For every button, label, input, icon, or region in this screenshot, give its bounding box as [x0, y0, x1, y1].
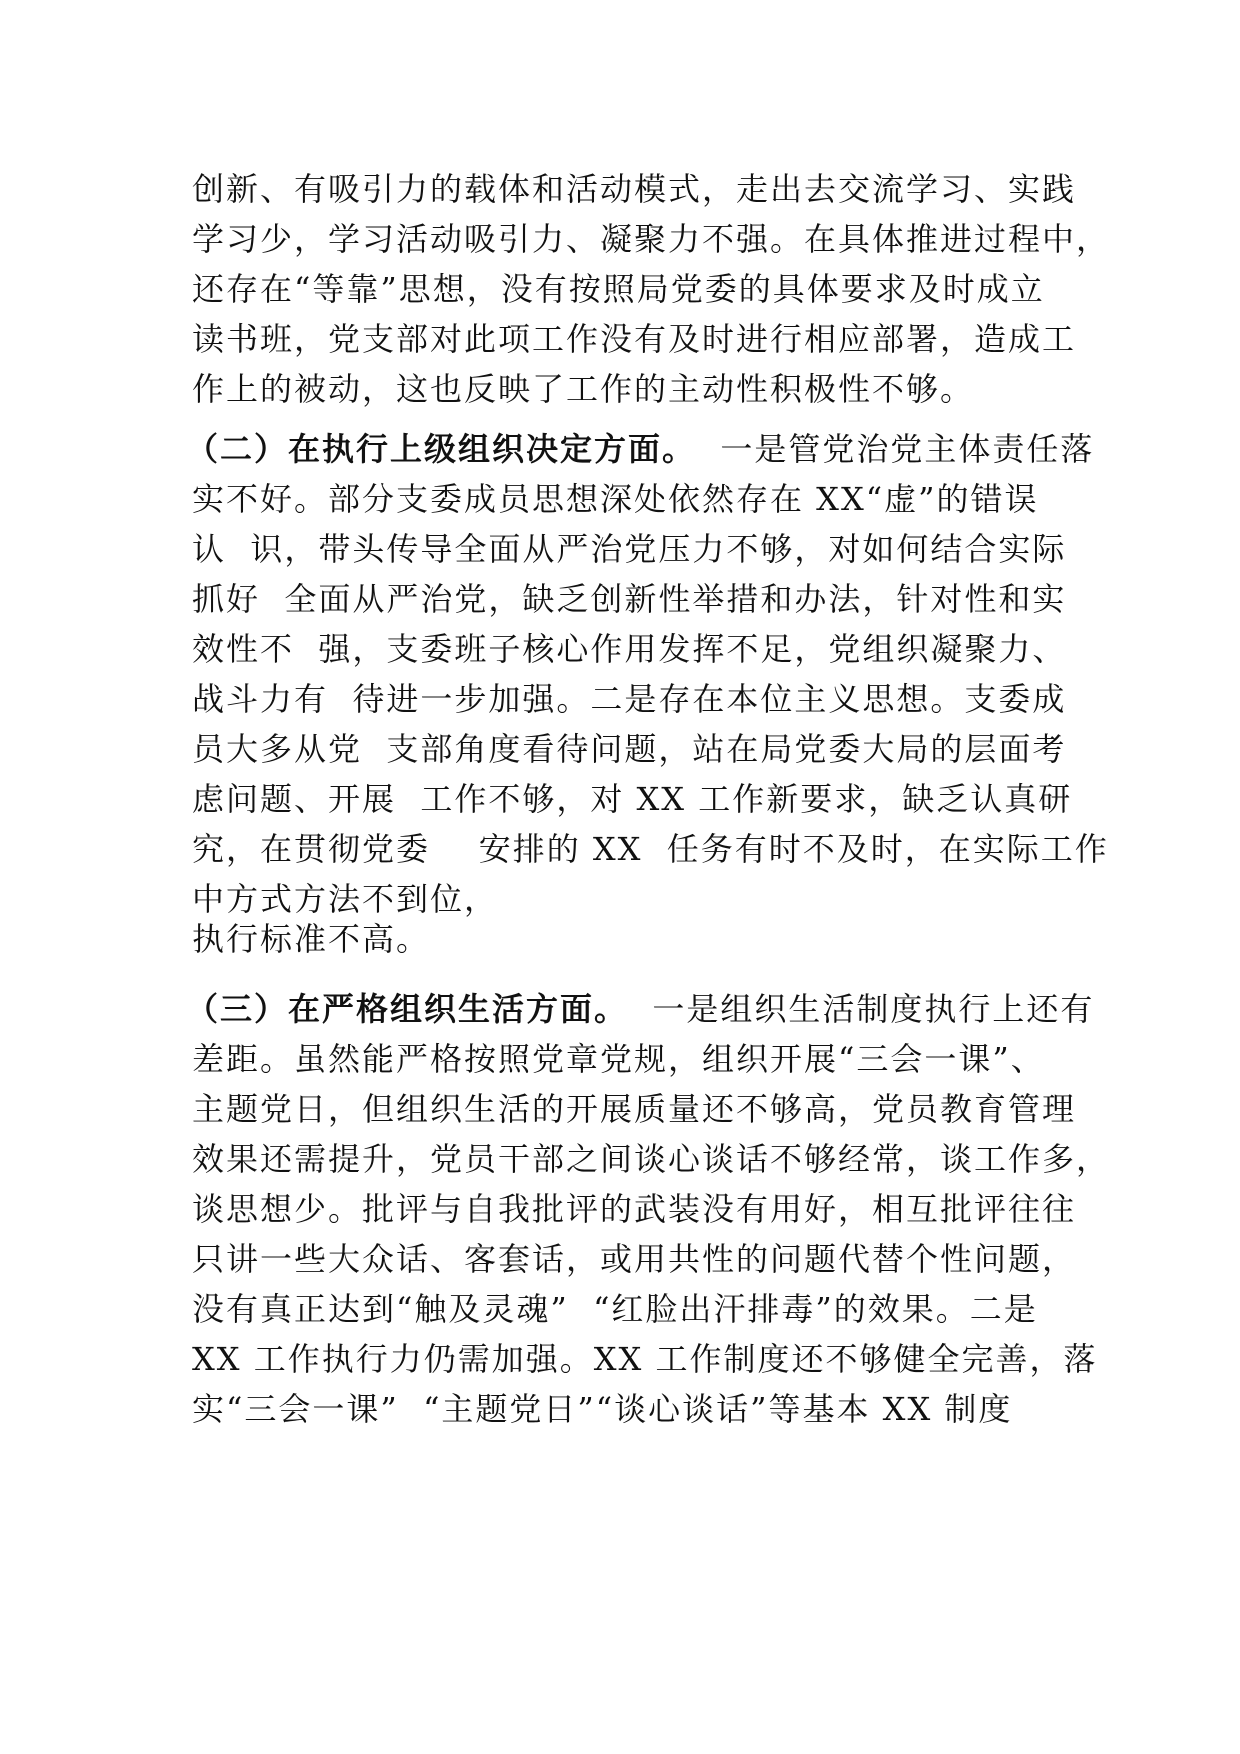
paragraph-3-line-3: 主题党日，但组织生活的开展质量还不够高，党员教育管理 — [192, 1090, 1077, 1128]
paragraph-3-first-line — [186, 984, 1094, 1034]
paragraph-2-line-9: 究，在贯彻党委 安排的 XX 任务有时不及时，在实际工作 — [192, 830, 1109, 868]
paragraph-2-line-2: 实不好。部分支委成员思想深处依然存在 XX“虚”的错误 — [192, 480, 1039, 518]
paragraph-3-first-line-text: 一是组织生活制度执行上还有 — [628, 990, 1095, 1028]
section-heading-3: （三）在严格组织生活方面。 — [186, 990, 629, 1028]
paragraph-2-first-line-text: 一是管党治党主体责任落 — [696, 430, 1095, 468]
paragraph-2-line-10: 中方式方法不到位， — [192, 880, 499, 918]
paragraph-1-line-2: 学习少，学习活动吸引力、凝聚力不强。在具体推进过程中， — [192, 220, 1111, 258]
paragraph-3-line-5: 谈思想少。批评与自我批评的武装没有用好，相互批评往往 — [192, 1190, 1077, 1228]
paragraph-3-line-6: 只讲一些大众话、客套话，或用共性的问题代替个性问题， — [192, 1240, 1077, 1278]
paragraph-1-line-1: 创新、有吸引力的载体和活动模式，走出去交流学习、实践 — [192, 170, 1077, 208]
paragraph-1-line-3: 还存在“等靠”思想，没有按照局党委的具体要求及时成立 — [192, 270, 1045, 308]
paragraph-2-line-3: 认 识，带头传导全面从严治党压力不够，对如何结合实际 — [192, 530, 1067, 568]
paragraph-3-line-4: 效果还需提升，党员干部之间谈心谈话不够经常，谈工作多， — [192, 1140, 1111, 1178]
paragraph-2-line-8: 虑问题、开展 工作不够，对 XX 工作新要求，缺乏认真研 — [192, 780, 1073, 818]
paragraph-3-line-8: XX 工作执行力仍需加强。XX 工作制度还不够健全完善，落 — [192, 1340, 1098, 1378]
paragraph-2-line-11: 执行标准不高。 — [192, 920, 431, 958]
section-heading-2: （二）在执行上级组织决定方面。 — [186, 430, 697, 468]
paragraph-3-line-7: 没有真正达到“触及灵魂” “红脸出汗排毒”的效果。二是 — [192, 1290, 1038, 1328]
paragraph-3-line-2: 差距。虽然能严格按照党章党规，组织开展“三会一课”、 — [192, 1040, 1045, 1078]
paragraph-1-line-4: 读书班，党支部对此项工作没有及时进行相应部署，造成工 — [192, 320, 1077, 358]
paragraph-1-line-5: 作上的被动，这也反映了工作的主动性积极性不够。 — [192, 370, 975, 408]
paragraph-2-first-line — [186, 424, 1094, 474]
paragraph-3-line-9: 实“三会一课” “主题党日”“谈心谈话”等基本 XX 制度 — [192, 1390, 1013, 1428]
paragraph-2-line-7: 员大多从党 支部角度看待问题，站在局党委大局的层面考 — [192, 730, 1067, 768]
paragraph-2-line-5: 效性不 强，支委班子核心作用发挥不足，党组织凝聚力、 — [192, 630, 1067, 668]
paragraph-2-line-6: 战斗力有 待进一步加强。二是存在本位主义思想。支委成 — [192, 680, 1067, 718]
paragraph-2-line-4: 抓好 全面从严治党，缺乏创新性举措和办法，针对性和实 — [192, 580, 1067, 618]
